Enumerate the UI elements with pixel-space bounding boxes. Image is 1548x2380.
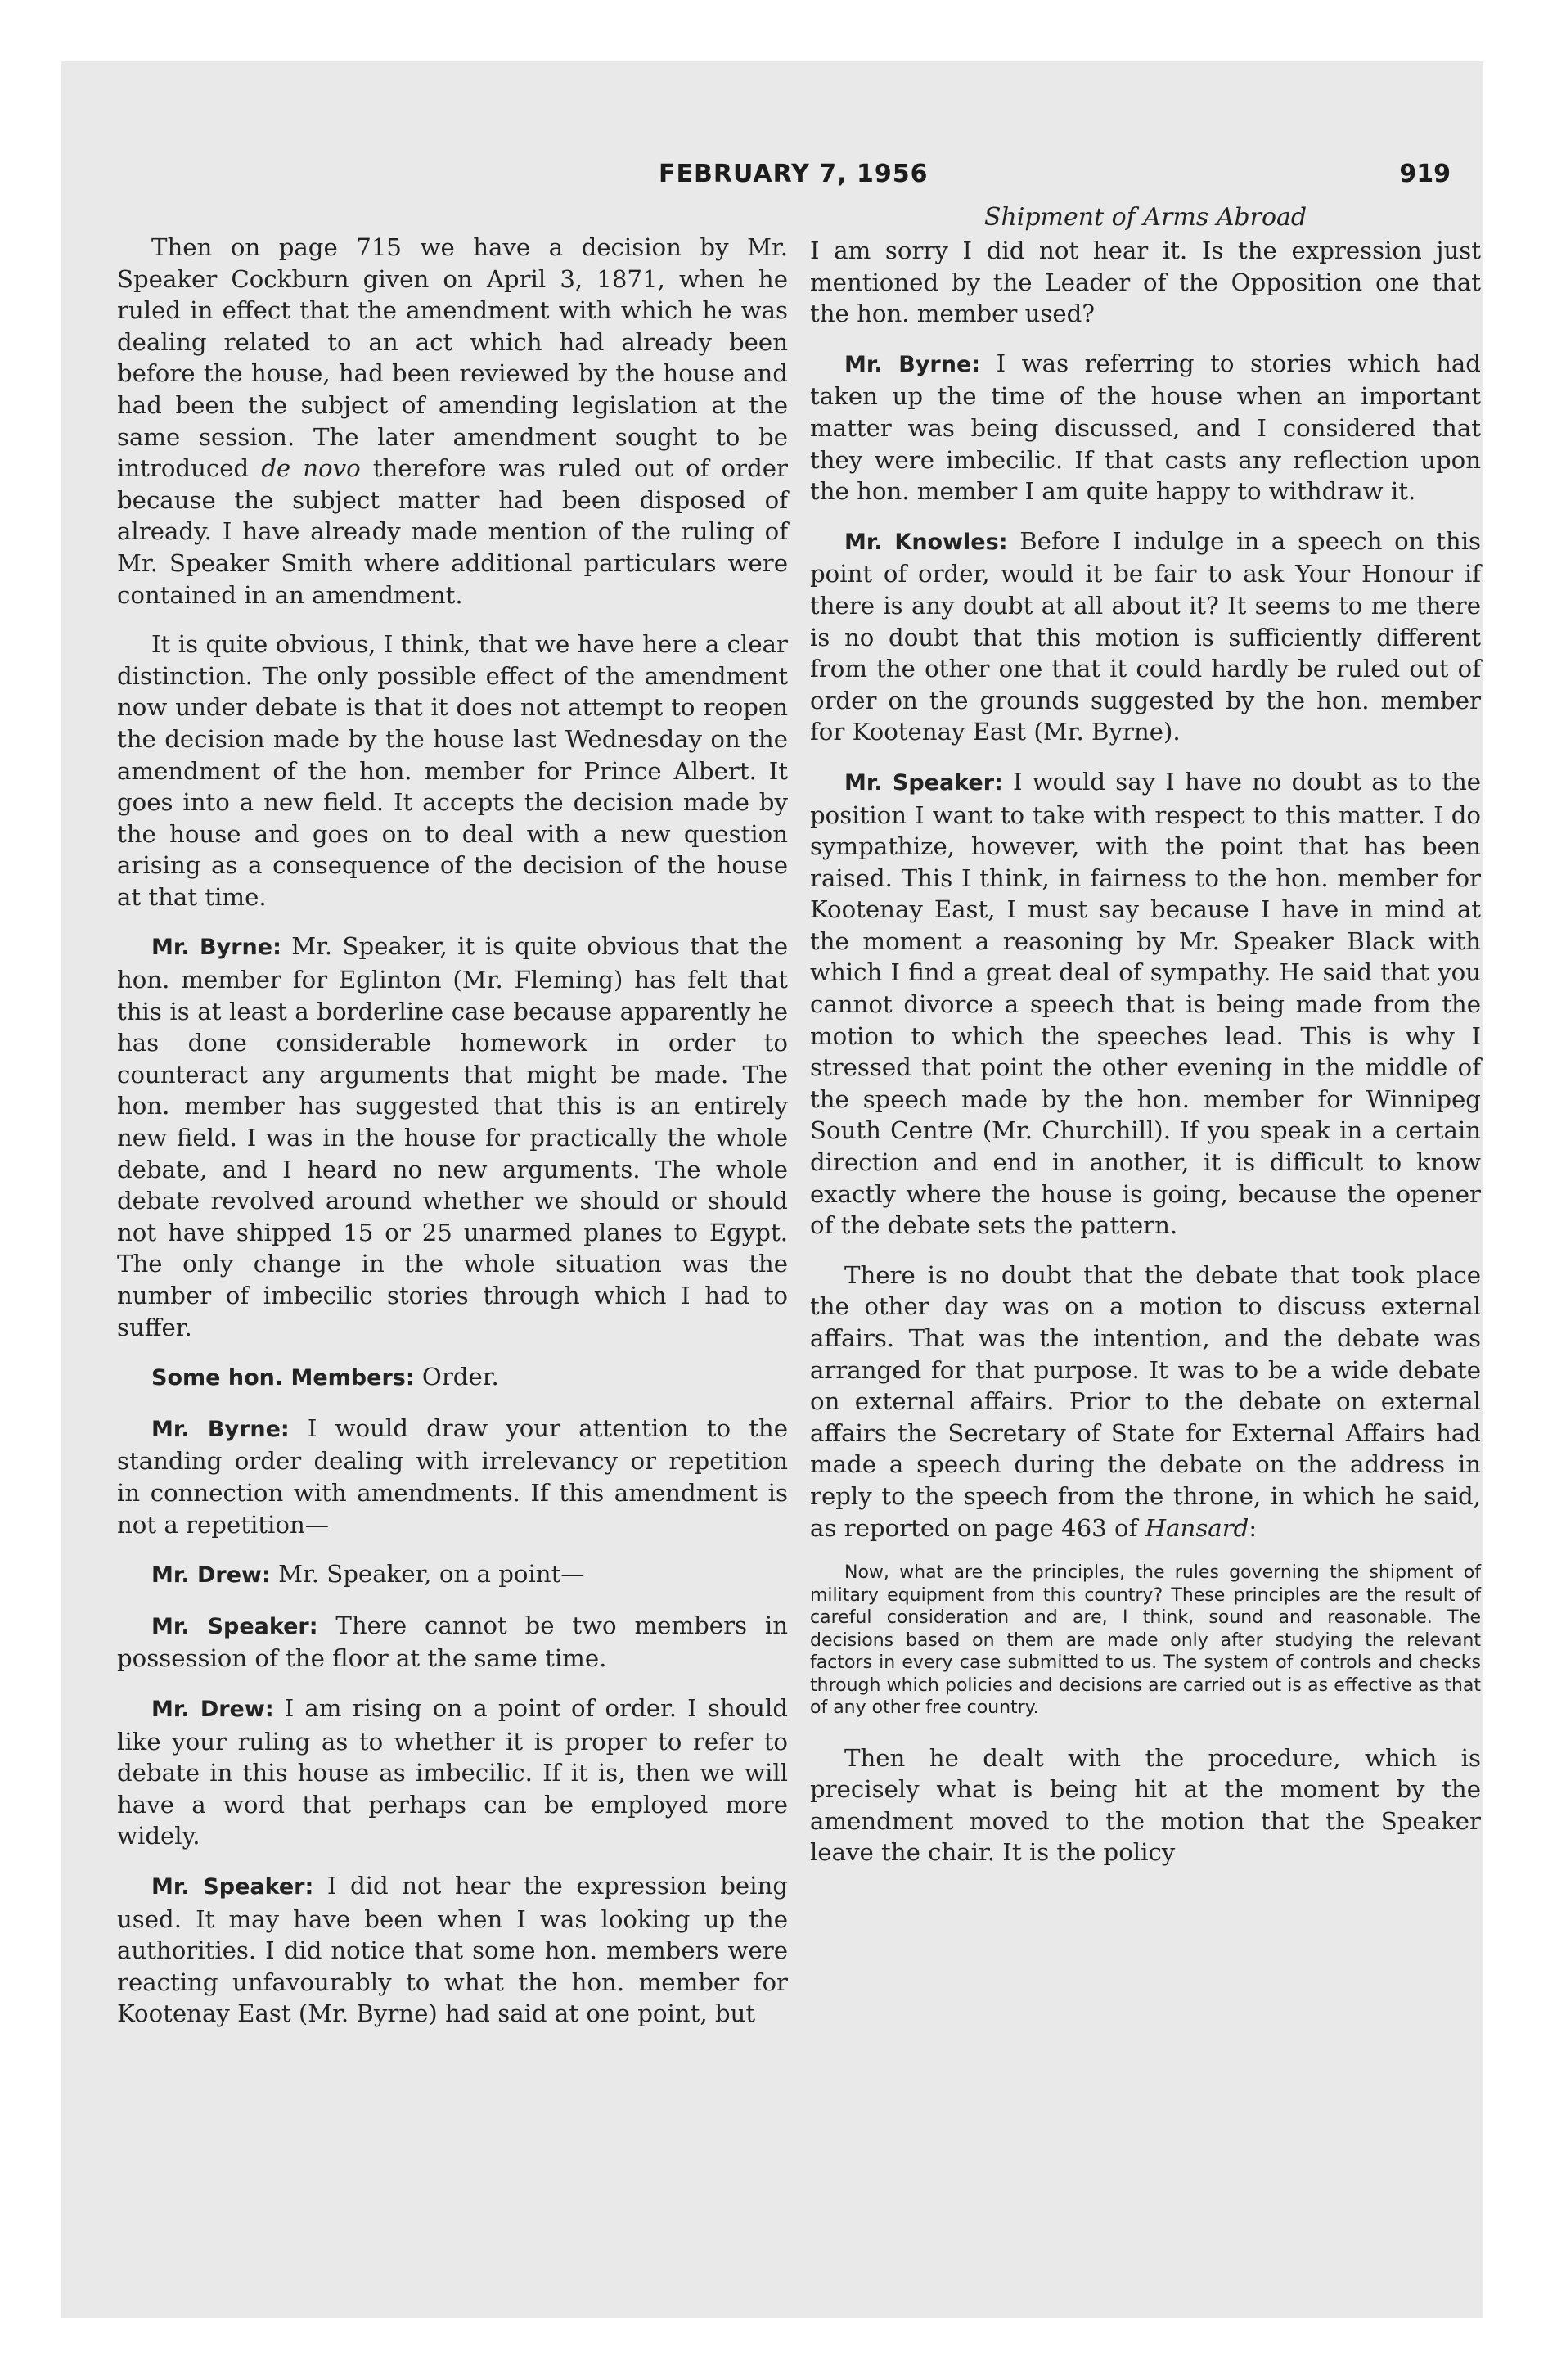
paragraph: Mr. Knowles: Before I indulge in a speech on this point of order, would it be fair to ask Your Honour if there is any doubt at all about it? It seems to me there is no doubt that this motion is sufficiently different from the other one that it could hardly be ruled out of order on the grounds suggested by the hon. member for Kootenay East (Mr. Byrne). <box>810 526 1482 746</box>
paragraph: Mr. Drew: I am rising on a point of order. I should like your ruling as to whether it is proper to refer to debate in this house as imbecilic. If it is, then we will have a word that perhaps can be employed more widely. <box>117 1693 788 1850</box>
paragraph: I am sorry I did not hear it. Is the expression just mentioned by the Leader of the Opposition one that the hon. member used? <box>810 237 1481 328</box>
paragraph: Mr. Byrne: Mr. Speaker, it is quite obvious that the hon. member for Eglinton (Mr. Fleming) has felt that this is at least a borderline case because apparently he has done considerable homework in order to counteract any arguments that might be made. The hon. member has suggested that this is an entirely new field. I was in the house for practically the whole debate, and I heard no new arguments. The whole debate revolved around whether we should or should not have shipped 15 or 25 unarmed planes to Egypt. The only change in the whole situation was the number of imbecilic stories through which I had to suffer. <box>117 932 788 1341</box>
paragraph: Mr. Speaker: There cannot be two members in possession of the floor at the same time. <box>117 1611 788 1673</box>
speaker-name: Mr. Byrne: <box>151 935 281 961</box>
speaker-name: Mr. Byrne: <box>844 351 981 377</box>
paragraph: Mr. Drew: Mr. Speaker, on a point— <box>151 1560 585 1589</box>
paragraph: Mr. Speaker: I would say I have no doubt as to the position I want to take with respect to this matter. I do sympathize, however, with the point that has been raised. This I think, in fairness to the hon. member for Kootenay East, I must say because I have in mind at the moment a reasoning by Mr. Speaker Black with which I find a great deal of sympathy. He said that you cannot divorce a speech that is being made from the motion to which the speeches lead. This is why I stressed that point the other evening in the middle of the speech made by the hon. member for Winnipeg South Centre (Mr. Churchill). If you speak in a certain direction and end in another, it is difficult to know exactly where the house is going, because the opener of the debate sets the pattern. <box>810 767 1482 1240</box>
paragraph: Mr. Speaker: I did not hear the expression being used. It may have been when I was looking up the authorities. I did notice that some hon. members were reacting unfavourably to what the hon. member for Kootenay East (Mr. Byrne) had said at one point, but <box>117 1871 789 2028</box>
speaker-name: Mr. Knowles: <box>844 529 1008 555</box>
page-sheet <box>61 61 1483 2318</box>
paragraph: Then he dealt with the procedure, which is precisely what is being hit at the moment by the amendment moved to the motion that the Speaker leave the chair. It is the policy <box>810 1743 1481 1867</box>
page-header <box>61 160 1483 201</box>
paragraph: There is no doubt that the debate that took place the other day was on a motion to discuss external affairs. That was the intention, and the debate was arranged for that purpose. It was to be a wide debate on external affairs. Prior to the debate on external affairs the Secretary of State for External Affairs had made a speech during the debate on the address in reply to the speech from the throne, in which he said, as reported on page 463 of Hansard: <box>810 1260 1481 1542</box>
speaker-name: Some hon. Members: <box>151 1365 415 1391</box>
right-column <box>810 201 1481 1886</box>
speaker-name: Mr. Drew: <box>151 1562 271 1589</box>
speaker-name: Mr. Speaker: <box>151 1613 318 1639</box>
speaker-name: Mr. Drew: <box>151 1696 274 1722</box>
paragraph: Some hon. Members: Order. <box>151 1363 499 1391</box>
paragraph: Mr. Byrne: I was referring to stories which had taken up the time of the house when an important matter was being discussed, and I considered that they were imbecilic. If that casts any reflection upon the hon. member I am quite happy to withdraw it. <box>810 349 1481 506</box>
page-number: 919 <box>1399 160 1451 188</box>
paragraph: It is quite obvious, I think, that we have here a clear distinction. The only possible effect of the amendment now under debate is that it does not attempt to reopen the decision made by the house last Wednesday on the amendment of the hon. member for Prince Albert. It goes into a new field. It accepts the decision made by the house and goes on to deal with a new question arising as a consequence of the decision of the house at that time. <box>117 630 788 911</box>
paragraph: Mr. Byrne: I would draw your attention to the standing order dealing with irrelevancy or repetition in connection with amendments. If this amendment is not a repetition— <box>117 1413 788 1539</box>
speaker-name: Mr. Speaker: <box>151 1873 314 1900</box>
section-subtitle: Shipment of Arms Abroad <box>983 203 1307 232</box>
page-date: FEBRUARY 7, 1956 <box>659 160 929 188</box>
speaker-name: Mr. Byrne: <box>151 1416 290 1442</box>
left-column <box>117 232 788 2048</box>
hansard-quote: Now, what are the principles, the rules governing the shipment of military equipment from this country? These principles are the result of careful consideration and are, I think, sound and reasonable. The decisions based on them are made only after studying the relevant factors in every case submitted to us. The system of controls and checks through which policies and decisions are carried out is as effective as that of any other free country. <box>810 1562 1481 1719</box>
paragraph: Then on page 715 we have a decision by Mr. Speaker Cockburn given on April 3, 1871, when he ruled in effect that the amendment with which he was dealing related to an act which had already been before the house, had been reviewed by the house and had been the subject of amending legislation at the same session. The later amendment sought to be introduced de novo therefore was ruled out of order because the subject matter had been disposed of already. I have already made mention of the ruling of Mr. Speaker Smith where additional particulars were contained in an amendment. <box>117 233 788 609</box>
speaker-name: Mr. Speaker: <box>844 769 1003 796</box>
